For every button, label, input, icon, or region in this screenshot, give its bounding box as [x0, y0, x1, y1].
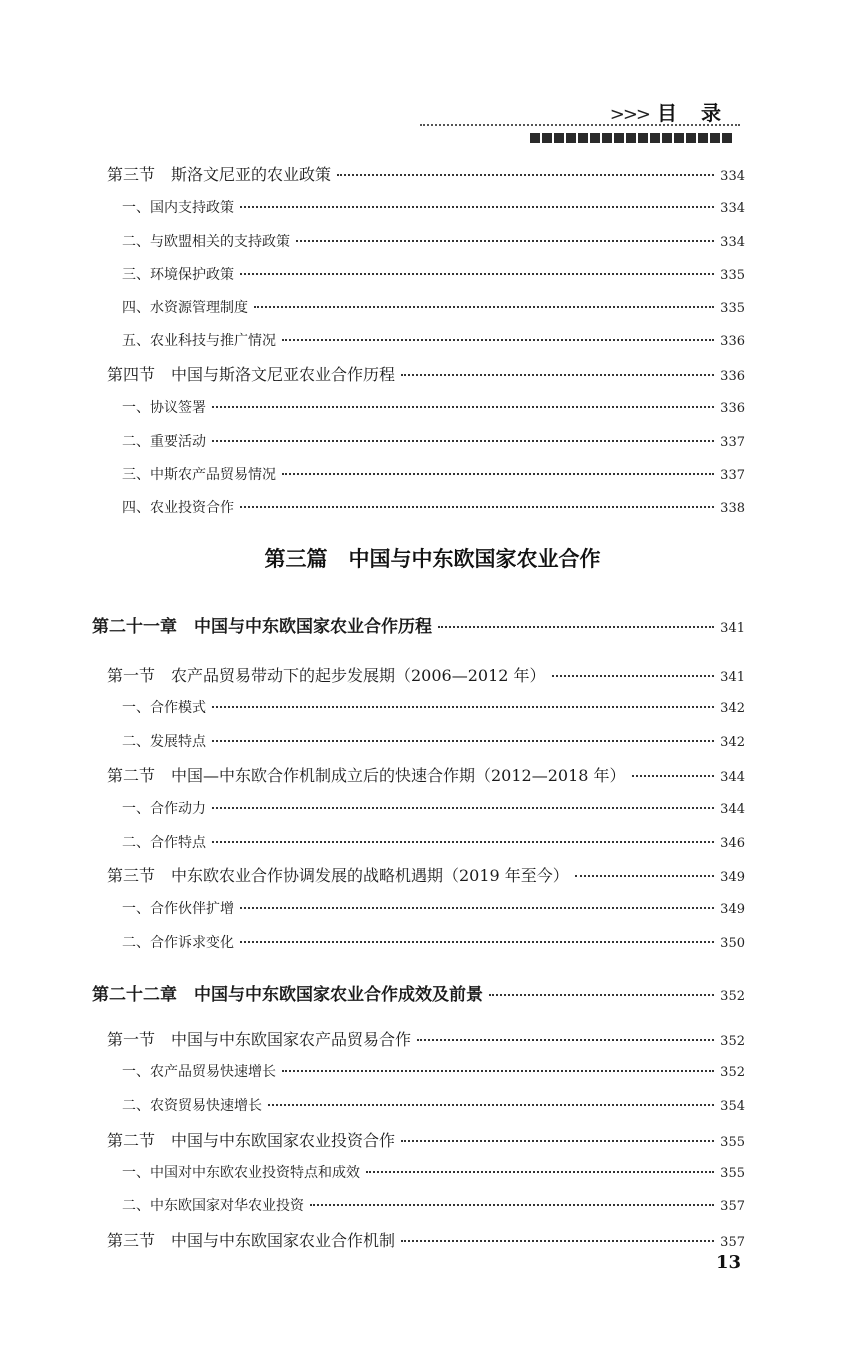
dot-leader [310, 1203, 714, 1206]
dot-leader [212, 840, 714, 843]
toc-entry-page: 337 [720, 435, 745, 450]
header-block [530, 133, 540, 143]
toc-subsection-row[interactable] [122, 197, 745, 217]
toc-entry-page: 336 [720, 334, 745, 349]
dot-leader [212, 806, 714, 809]
toc-entry-page: 336 [720, 401, 745, 416]
dot-leader [254, 305, 714, 308]
header-block [614, 133, 624, 143]
dot-leader [282, 338, 714, 341]
toc-entry-label: 二、与欧盟相关的支持政策 [122, 234, 290, 250]
toc-section-row[interactable] [107, 663, 745, 686]
toc-entry-label: 第二十二章 中国与中东欧国家农业合作成效及前景 [92, 985, 483, 1005]
toc-entry-label: 二、发展特点 [122, 734, 206, 750]
dot-leader [401, 373, 714, 376]
toc-entry-page: 349 [720, 902, 745, 917]
toc-entry-page: 350 [720, 936, 745, 951]
dot-leader [489, 993, 714, 996]
toc-subsection-row[interactable] [122, 731, 745, 751]
toc-subsection-row[interactable] [122, 297, 745, 317]
toc-subsection-row[interactable] [122, 464, 745, 484]
toc-entry-label: 四、水资源管理制度 [122, 300, 248, 316]
toc-entry-label: 第三节 斯洛文尼亚的农业政策 [107, 165, 332, 184]
dot-leader [240, 940, 714, 943]
toc-entry-label: 二、合作特点 [122, 835, 206, 851]
header-block [602, 133, 612, 143]
toc-entry-page: 337 [720, 468, 745, 483]
header-block [566, 133, 576, 143]
dot-leader [240, 505, 714, 508]
toc-entry-label: 第三节 中国与中东欧国家农业合作机制 [107, 1231, 396, 1250]
toc-entry-label: 第四节 中国与斯洛文尼亚农业合作历程 [107, 365, 396, 384]
part-title: 第三篇 中国与中东欧国家农业合作 [264, 547, 601, 571]
toc-entry-label: 五、农业科技与推广情况 [122, 333, 276, 349]
dot-leader [401, 1239, 714, 1242]
toc-entry-page: 334 [720, 235, 745, 250]
toc-subsection-row[interactable] [122, 1061, 745, 1081]
toc-entry-page: 355 [720, 1135, 745, 1150]
dot-leader [337, 173, 714, 176]
toc-entry-label: 二、合作诉求变化 [122, 935, 234, 951]
header-block [650, 133, 660, 143]
toc-chapter-row[interactable] [92, 980, 745, 1005]
toc-entry-label: 一、合作动力 [122, 801, 206, 817]
toc-entry-page: 335 [720, 301, 745, 316]
header-block [578, 133, 588, 143]
toc-entry-page: 342 [720, 701, 745, 716]
dot-leader [282, 1069, 714, 1072]
toc-entry-page: 338 [720, 501, 745, 516]
toc-entry-page: 344 [720, 802, 745, 817]
page-number: 13 [716, 1252, 742, 1273]
toc-subsection-row[interactable] [122, 1162, 745, 1182]
toc-entry-page: 335 [720, 268, 745, 283]
toc-section-row[interactable] [107, 362, 745, 385]
toc-entry-page: 354 [720, 1099, 745, 1114]
header-block [674, 133, 684, 143]
toc-subsection-row[interactable] [122, 497, 745, 517]
toc-entry-label: 一、合作伙伴扩增 [122, 901, 234, 917]
toc-entry-label: 第二十一章 中国与中东欧国家农业合作历程 [92, 617, 432, 637]
dot-leader [268, 1103, 714, 1106]
dot-leader [212, 405, 714, 408]
dot-leader [417, 1038, 714, 1041]
dot-leader [552, 674, 715, 677]
toc-entry-label: 一、中国对中东欧农业投资特点和成效 [122, 1165, 360, 1181]
toc-subsection-row[interactable] [122, 431, 745, 451]
toc-entry-label: 第一节 农产品贸易带动下的起步发展期（2006—2012 年） [107, 666, 546, 685]
dot-leader [296, 239, 714, 242]
header-block [554, 133, 564, 143]
toc-subsection-row[interactable] [122, 231, 745, 251]
toc-section-row[interactable] [107, 863, 745, 886]
running-header [610, 97, 745, 126]
dot-leader [575, 874, 714, 877]
toc-entry-label: 第二节 中国—中东欧合作机制成立后的快速合作期（2012—2018 年） [107, 766, 626, 785]
dot-leader [212, 439, 714, 442]
toc-section-row[interactable] [107, 1228, 745, 1251]
toc-entry-label: 四、农业投资合作 [122, 500, 234, 516]
toc-subsection-row[interactable] [122, 264, 745, 284]
toc-entry-label: 三、中斯农产品贸易情况 [122, 467, 276, 483]
toc-entry-page: 357 [720, 1199, 745, 1214]
dot-leader [438, 625, 714, 628]
toc-entry-page: 341 [720, 670, 745, 685]
toc-entry-label: 一、合作模式 [122, 700, 206, 716]
toc-section-row[interactable] [107, 763, 745, 786]
toc-entry-page: 342 [720, 735, 745, 750]
header-block [590, 133, 600, 143]
toc-entry-label: 一、国内支持政策 [122, 200, 234, 216]
toc-entry-page: 349 [720, 870, 745, 885]
toc-section-row[interactable] [107, 1128, 745, 1151]
toc-entry-label: 一、协议签署 [122, 400, 206, 416]
header-block [710, 133, 720, 143]
dot-leader [240, 205, 714, 208]
header-block [662, 133, 672, 143]
toc-section-row[interactable] [107, 162, 745, 185]
toc-entry-label: 三、环境保护政策 [122, 267, 234, 283]
toc-subsection-row[interactable] [122, 932, 745, 952]
header-block [542, 133, 552, 143]
toc-entry-page: 334 [720, 169, 745, 184]
toc-entry-label: 第一节 中国与中东欧国家农产品贸易合作 [107, 1030, 412, 1049]
dot-leader [366, 1170, 714, 1173]
toc-entry-page: 355 [720, 1166, 745, 1181]
header-block-rule [530, 133, 732, 143]
dot-leader [240, 272, 714, 275]
toc-entry-label: 第二节 中国与中东欧国家农业投资合作 [107, 1131, 396, 1150]
toc-subsection-row[interactable] [122, 397, 745, 417]
dot-leader [282, 472, 714, 475]
header-block [698, 133, 708, 143]
toc-subsection-row[interactable] [122, 1195, 745, 1215]
dot-leader [212, 705, 714, 708]
toc-subsection-row[interactable] [122, 1095, 745, 1115]
toc-entry-page: 352 [720, 989, 745, 1004]
toc-entry-label: 二、农资贸易快速增长 [122, 1098, 262, 1114]
header-arrows: >>> [609, 104, 649, 125]
toc-subsection-row[interactable] [122, 898, 745, 918]
header-block [638, 133, 648, 143]
toc-entry-page: 352 [720, 1065, 745, 1080]
toc-chapter-row[interactable] [92, 612, 745, 637]
toc-entry-page: 336 [720, 369, 745, 384]
toc-subsection-row[interactable] [122, 697, 745, 717]
toc-subsection-row[interactable] [122, 832, 745, 852]
dot-leader [240, 906, 714, 909]
dot-leader [401, 1139, 714, 1142]
header-title: 目录 [657, 101, 745, 125]
toc-entry-page: 352 [720, 1034, 745, 1049]
toc-subsection-row[interactable] [122, 798, 745, 818]
toc-subsection-row[interactable] [122, 330, 745, 350]
toc-entry-page: 344 [720, 770, 745, 785]
header-block [686, 133, 696, 143]
dot-leader [212, 739, 714, 742]
header-block [722, 133, 732, 143]
toc-entry-label: 二、重要活动 [122, 434, 206, 450]
header-dotted-rule [420, 124, 740, 126]
dot-leader [632, 774, 715, 777]
toc-entry-page: 346 [720, 836, 745, 851]
toc-section-row[interactable] [107, 1027, 745, 1050]
toc-entry-page: 341 [720, 621, 745, 636]
toc-entry-page: 357 [720, 1235, 745, 1250]
toc-entry-label: 二、中东欧国家对华农业投资 [122, 1198, 304, 1214]
header-block [626, 133, 636, 143]
toc-entry-page: 334 [720, 201, 745, 216]
toc-entry-label: 第三节 中东欧农业合作协调发展的战略机遇期（2019 年至今） [107, 866, 569, 885]
toc-entry-label: 一、农产品贸易快速增长 [122, 1064, 276, 1080]
